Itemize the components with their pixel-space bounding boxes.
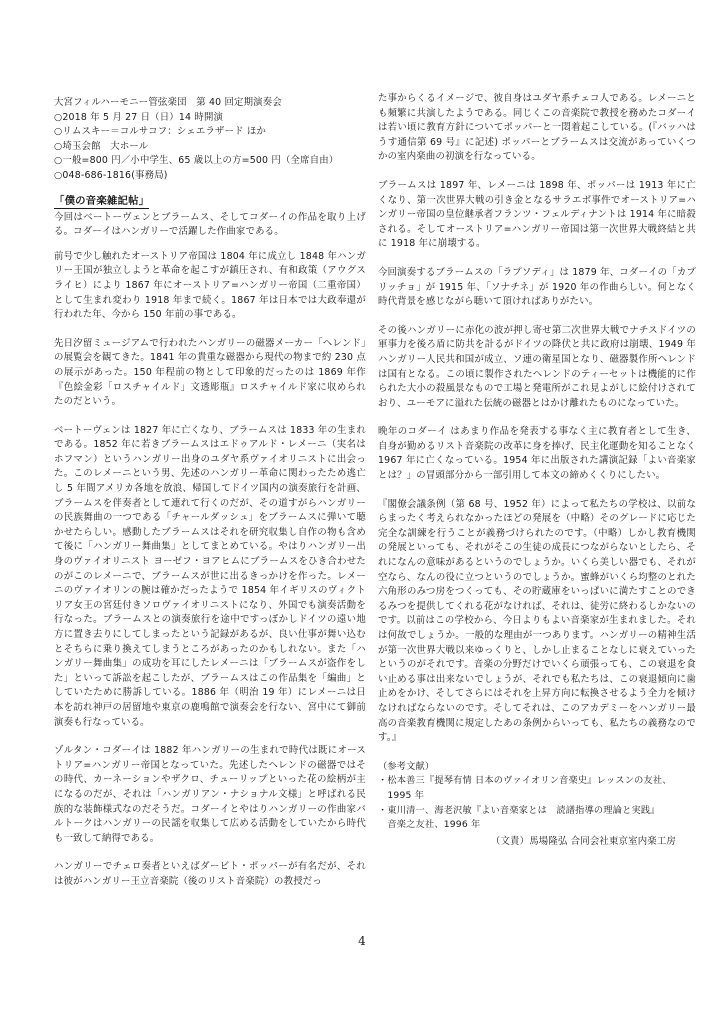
reference-item: ・松本善三『提琴有情 日本のヴァイオリン音楽史』レッスンの友社、 (378, 775, 672, 787)
article-paragraph: た事からくるイメージで、彼自身はユダヤ系チェコ人である。レメーニとも頻繁に共演したようである。同じくこの音楽院で教授を務めたコダーイは若い頃に教育方針についてポッパーと一悶着起こしている。(『バッハはうす通信第 69 号』に記述) ポッパーとブラームスは交流があっていくつかの室内楽曲の初演を行なっている。 (378, 93, 696, 163)
quoted-passage: 『閣僚会議条例（第 68 号、1952 年）によって私たちの学校は、以前ならまったく考えられなかったほどの発展を（中略）そのグレードに応じた完全な訓練を行うことが義務づけられたのです。（中略）しかし教育機関の発展といっても、それがそこの生徒の成長につながらないとしたら、それになんの意味があるというのでしょうか。いくら美しい器でも、それが空なら、なんの役に立つというのでしょうか。蜜蜂がいくら均整のとれた六角形のみつ房をつくっても、その貯蔵庫をいっぱいに満たすことのできるみつを提供してくれる花がなければ、それは、徒労に終わるしかないのです。以前はこの学校から、今日よりもよい音楽家が生まれました。それは何故でしょうか。一般的な理由が一つあります。ハンガリーの精神生活が第一次世界大戦以来ゆっくりと、しかし止まることなしに衰えていったというのがそれです。音楽の分野だけでいくら頑張っても、この衰退を食い止める事は出来ないでしょうが、それでも私たちは、この衰退傾向に歯止めをかけ、そしてさらにはそれを上昇方向に転換させるよう全力を傾けなければならないのです。そしてそれは、このアカデミーをハンガリー最高の音楽教育機関に規定したあの条例からいっても、私たちの義務なのです。』 (378, 498, 696, 744)
author-credit: （文責）馬場隆弘 合同会社東京室内楽工房 (490, 835, 676, 847)
article-paragraph: ブラームスは 1897 年、レメーニは 1898 年、ポッパーは 1913 年に亡くなり、第一次世界大戦の引き金となるサラエボ事件でオーストリア=ハンガリー帝国の皇位継承者フランツ・フェルディナントは 1914 年に暗殺される。そしてオーストリア=ハンガリー帝国は第一次世界大戦終結と共に 1918 年に崩壊する。 (378, 179, 696, 250)
concert-info-line: ○埼玉会館 大ホール (54, 140, 149, 152)
reference-item: 1995 年 (378, 789, 425, 801)
references-heading: （参考文献） (378, 760, 435, 772)
concert-info-line: ○一般=800 円／小中学生、65 歳以上の方=500 円（全席自由） (54, 155, 339, 167)
concert-info-line: ○2018 年 5 月 27 日（日）14 時開演 (54, 111, 224, 123)
article-paragraph: 晩年のコダーイ はあまり作品を発表する事なく主に教育者として生き、自身が勤めるリスト音楽院の改革に身を捧げ、民主化運動を知ることなく 1967 年に亡くなっている。1954 年に出版された講演記録「よい音楽家とは？」の冒頭部分から一部引用して本文の締めくくりにしたい。 (378, 426, 696, 482)
references (378, 760, 696, 833)
article-paragraph: ゾルタン・コダーイは 1882 年ハンガリーの生まれで時代は既にオーストリア=ハンガリー帝国となっていた。先述したヘレンドの磁器ではその時代、カーネーションやザクロ、チューリップといった花の絵柄が主になるのだが、それは「ハンガリアン・ナショナル文様」と呼ばれる民族的な装飾様式なのだそうだ。コダーイとやはりハンガリーの作曲家バルトークはハンガリーの民謡を収集して広める活動をしていたから時代も一致して納得である。 (54, 745, 366, 844)
page-number: 4 (358, 934, 366, 948)
article-paragraph: その後ハンガリーに赤化の波が押し寄せ第二次世界大戦でナチスドイツの軍事力を後ろ盾に防共を計るがドイツの降伏と共に政府は崩壊、1949 年ハンガリー人民共和国が成立、ソ連の衛星国となり、磁器製作所ヘレンドは国有となる。この頃に製作されたヘレンドのティーセットは機能的に作られた大小の殺風景なもので工場と発電所がこれ見よがしに絵付けされており、ユーモアに溢れた伝統の磁器とはかけ離れたものになっていた。 (378, 324, 696, 409)
right-column (378, 92, 696, 849)
reference-item: ・東川清一、海老沢敏『よい音楽家とは 読譜指導の理論と実践』 (378, 804, 660, 816)
article-title: 「僕の音楽雑記帖」 (54, 194, 150, 207)
article-paragraph: 今回はベートーヴェンとブラームス、そしてコダーイの作品を取り上げる。コダーイはハンガリーで活躍した作曲家である。 (54, 211, 366, 238)
article-paragraph: 前号で少し触れたオーストリア帝国は 1804 年に成立し 1848 年ハンガリー王国が独立しようと革命を起こすが鎮圧され、有和政策（アウグスライヒ）により 1867 年にオーストリア=ハンガリー帝国（二重帝国）として生まれ変わり 1918 年まで続く。1867 年は日本では大政奉還が行われた年、今から 150 年前の事である。 (54, 250, 366, 321)
concert-info (54, 96, 366, 184)
concert-info-line: ○リムスキー＝コルサコフ：シェエラザード ほか (54, 126, 267, 138)
left-column (54, 96, 366, 904)
concert-info-line: 大宮フィルハーモニー管弦楽団 第 40 回定期演奏会 (54, 97, 282, 108)
concert-info-line: ○048-686-1816(事務局) (54, 169, 168, 181)
article-paragraph: 先日汐留ミュージアムで行われたハンガリーの磁器メーカー「ヘレンド」の展覧会を観てきた。1841 年の貴重な磁器から現代の物まで約 230 点の展示があった。150 年程前の物として印象的だったのは 1869 年作『色絵金彩「ロスチャイルド」文透彫瓶』ロスチャイルド家に収められたのだという。 (54, 337, 366, 408)
article-paragraph: ベートーヴェンは 1827 年に亡くなり、ブラームスは 1833 年の生まれである。1852 年に若きブラームスはエドゥアルド・レメーニ（実名はホフマン）というハンガリー出身のユダヤ系ヴァイオリニストに出会った。このレメーニという男、先述のハンガリー革命に関わったため逃亡し 5 年間アメリカ各地を放浪、帰国してドイツ国内の演奏旅行を計画、ブラームスを伴奏者として連れて行くのだが、その道すがらハンガリーの民族舞曲の一つである「チャールダッシュ」をブラームスに弾いて聴かせたらしい。感動したブラームスはそれを研究収集し自作の物も含めて後に「ハンガリー舞曲集」としてまとめている。やはりハンガリー出身のヴァイオリニスト ヨーゼフ・ヨアヒムにブラームスをひき合わせたのがこのレメーニで、ブラームスが世に出るきっかけを作った。レメーニのヴァイオリンの腕は確かだったようで 1854 年イギリスのヴィクトリア女王の宮廷付きソロヴァイオリニストになり、外国でも演奏活動を行なった。ブラームスとの演奏旅行を途中ですっぽかしドイツの遠い地方に置き去りにしてしまったという記録があるが、良い仕事が舞い込むとそちらに乗り換えてしまうところがあったのかもしれない。また「ハンガリー舞曲集」の成功を耳にしたレメーニは「ブラームスが盗作をした」といって訴訟を起こしたが、ブラームスはこの作品集を「編曲」としていたために勝訴している。1886 年（明治 19 年）にレメーニは日本を訪れ神戸の居留地や東京の鹿鳴館で演奏会を行ない、宮中にて御前演奏も行なっている。 (54, 424, 366, 728)
article-paragraph: ハンガリーでチェロ奏者といえばダービト・ポッパーが有名だが、それは彼がハンガリー王立音楽院（後のリスト音楽院）の教授だっ (54, 861, 366, 887)
article-paragraph: 今回演奏するブラームスの「ラプソディ」は 1879 年、コダーイの「カプリッチョ」が 1915 年、「ソナチネ」が 1920 年の作曲らしい。何となく時代背景を感じながら聴いて頂ければありがたい。 (378, 266, 696, 308)
reference-item: 音楽之友社、1996 年 (378, 819, 481, 831)
